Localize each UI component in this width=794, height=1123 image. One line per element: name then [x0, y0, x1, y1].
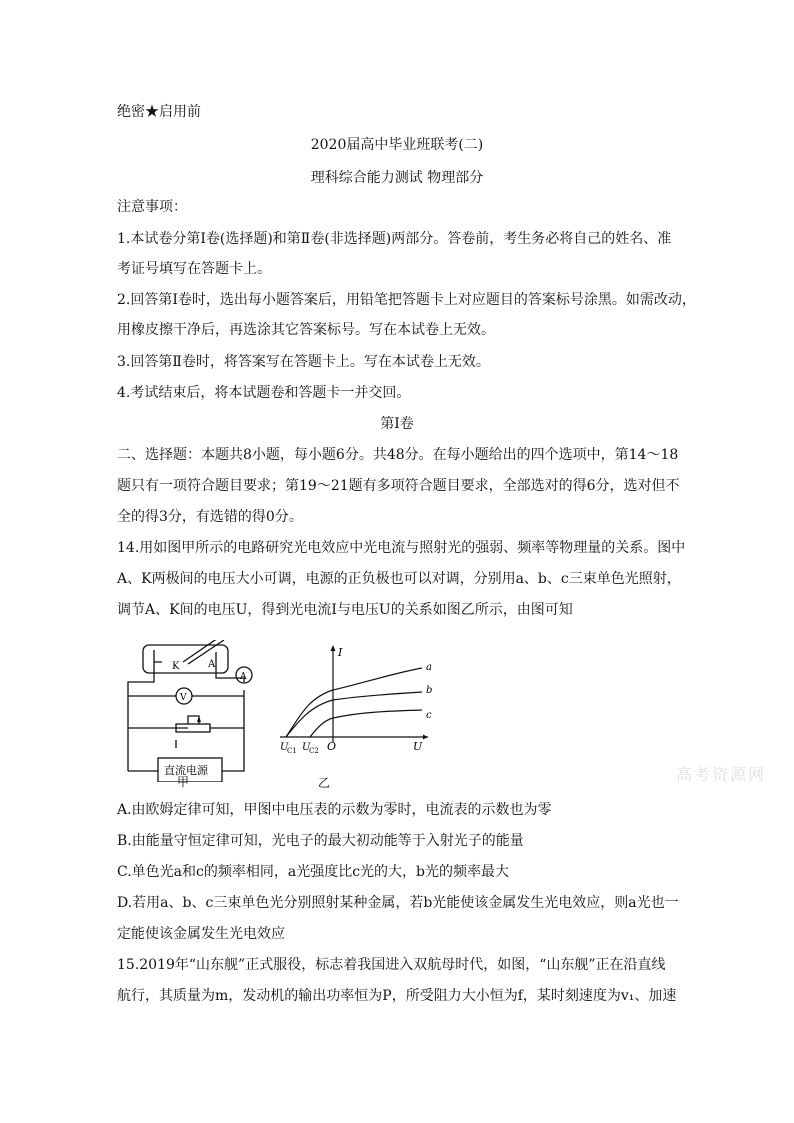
- label-k: K: [172, 661, 180, 672]
- subject-title: 理科综合能力测试 物理部分: [310, 170, 484, 186]
- notice-item-1-line-2: 考证号填写在答题卡上。: [117, 261, 271, 277]
- i-axis-arrow: [331, 645, 336, 651]
- ammeter-letter: A: [240, 672, 247, 682]
- notice-item-3: 3.回答第Ⅱ卷时，将答案写在答题卡上。写在本试卷上无效。: [117, 354, 490, 370]
- q15-stem-line-2: 航行，其质量为m，发动机的输出功率恒为P，所受阻力大小恒为f，某时刻速度为v₁、加速: [117, 988, 677, 1004]
- uc1-label: U: [280, 742, 289, 753]
- q14-stem-line-3: 调节A、K间的电压U，得到光电流I与电压U的关系如图乙所示，由图可知: [117, 602, 573, 618]
- light-beam-2: [188, 640, 224, 664]
- i-axis-label: I: [338, 646, 343, 659]
- notice-item-2-line-1: 2.回答第Ⅰ卷时，选出每小题答案后，用铅笔把答题卡上对应题目的答案标号涂黑。如需改动，: [117, 292, 696, 308]
- circuit-diagram: [118, 640, 268, 782]
- confidential-mark: 绝密★启用前: [117, 104, 201, 120]
- phototube-glass: [143, 645, 228, 673]
- section-intro-line-1: 二、选择题：本题共8小题，每小题6分。共48分。在每小题给出的四个选项中，第14～18: [117, 447, 679, 463]
- q14-option-d-line-1: D.若用a、b、c三束单色光分别照射某种金属，若b光能使该金属发生光电效应，则a光也一: [117, 895, 679, 911]
- curve-a: [286, 668, 422, 737]
- notice-heading: 注意事项：: [117, 199, 187, 215]
- uc1-subscript: C1: [287, 747, 297, 755]
- u-axis-arrow: [423, 735, 428, 740]
- figure-b-caption: 乙: [318, 776, 331, 790]
- q14-option-a: A.由欧姆定律可知，甲图中电压表的示数为零时，电流表的示数也为零: [117, 802, 552, 818]
- origin-label: O: [327, 740, 337, 753]
- section-title: 第Ⅰ卷: [380, 416, 414, 432]
- power-supply-label: 直流电源: [164, 764, 208, 777]
- section-intro-line-3: 全的得3分，有选错的得0分。: [117, 509, 303, 525]
- curve-a-label: a: [426, 662, 432, 673]
- u-axis-label: U: [413, 740, 423, 753]
- uc2-subscript: C2: [309, 747, 319, 755]
- q14-option-c: C.单色光a和c的频率相同，a光强度比c光的大，b光的频率最大: [117, 864, 509, 880]
- watermark: 高考资源网: [676, 765, 767, 784]
- exam-title: 2020届高中毕业班联考(二): [310, 137, 484, 153]
- notice-item-4: 4.考试结束后，将本试题卷和答题卡一并交回。: [117, 385, 411, 401]
- notice-item-1-line-1: 1.本试卷分第Ⅰ卷(选择题)和第Ⅱ卷(非选择题)两部分。答卷前，考生务必将自己的姓名、准: [117, 231, 672, 247]
- q14-option-b: B.由能量守恒定律可知，光电子的最大初动能等于入射光子的能量: [117, 833, 524, 849]
- uc2-label: U: [302, 742, 311, 753]
- curve-c: [310, 710, 422, 737]
- q14-option-d-line-2: 定能使该金属发生光电效应: [117, 926, 285, 942]
- voltmeter-letter: V: [180, 693, 187, 703]
- rheostat-slider-arrow: [197, 716, 201, 722]
- iu-graph: [280, 642, 440, 757]
- figure-a-caption: 甲: [177, 775, 190, 789]
- cathode-plate: [154, 650, 162, 662]
- q14-stem-line-1: 14.用如图甲所示的电路研究光电效应中光电流与照射光的强弱、频率等物理量的关系。图中: [117, 540, 686, 556]
- notice-item-2-line-2: 用橡皮擦干净后，再选涂其它答案标号。写在本试卷上无效。: [117, 322, 495, 338]
- q14-stem-line-2: A、K两极间的电压大小可调，电源的正负极也可以对调，分别用a、b、c三束单色光照射，: [117, 571, 681, 587]
- label-a: A: [208, 659, 216, 670]
- curve-c-label: c: [426, 710, 432, 721]
- section-intro-line-2: 题只有一项符合题目要求；第19～21题有多项符合题目要求，全部选对的得6分，选对但不: [117, 478, 680, 494]
- q15-stem-line-1: 15.2019年“山东舰”正式服役，标志着我国进入双航母时代，如图，“山东舰”正在沿直线: [117, 957, 666, 973]
- curve-b-label: b: [426, 685, 433, 696]
